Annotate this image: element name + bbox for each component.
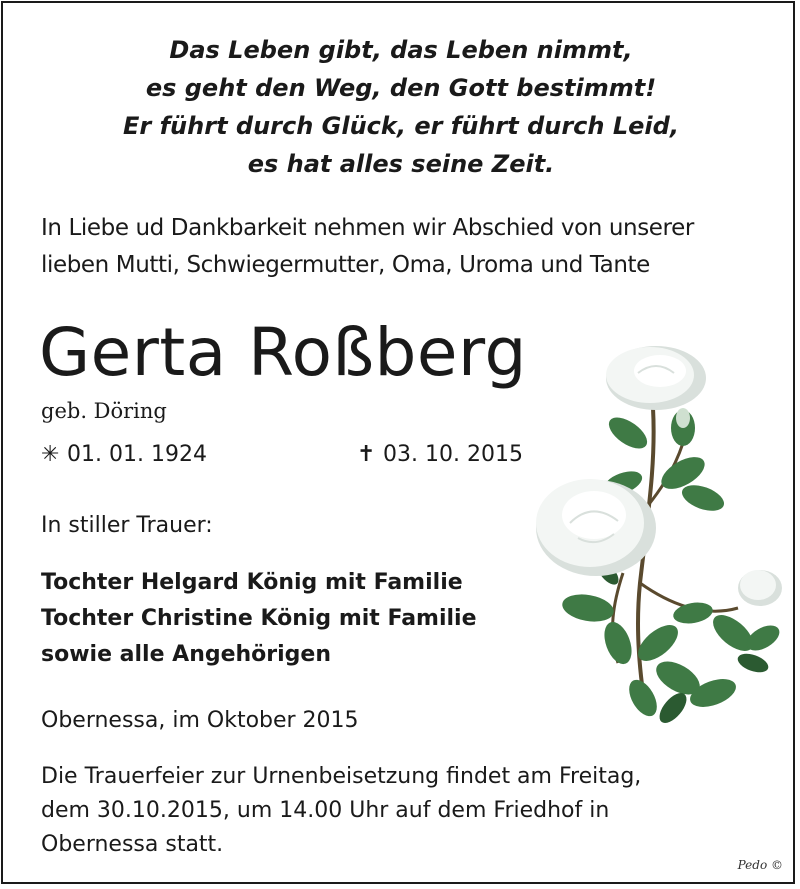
funeral-line: Die Trauerfeier zur Urnenbeisetzung findet am Freitag, bbox=[41, 764, 642, 789]
mourner-entry: Tochter Helgard König mit Familie bbox=[41, 570, 463, 595]
poem bbox=[3, 31, 799, 183]
funeral-line: Obernessa statt. bbox=[41, 832, 224, 857]
poem-line: Das Leben gibt, das Leben nimmt, bbox=[169, 36, 633, 64]
poem-line: Er führt durch Glück, er führt durch Leid, bbox=[123, 112, 679, 140]
death-date: 03. 10. 2015 bbox=[383, 442, 523, 467]
intro-text bbox=[41, 210, 781, 284]
white-roses-icon bbox=[528, 333, 793, 733]
funeral-notice bbox=[41, 760, 759, 862]
birth-star-icon: ✳ bbox=[41, 442, 60, 467]
birth-date-group bbox=[41, 439, 207, 471]
birth-date: 01. 01. 1924 bbox=[67, 442, 207, 467]
deceased-name: Gerta Roßberg bbox=[39, 314, 527, 391]
funeral-line: dem 30.10.2015, um 14.00 Uhr auf dem Friedhof in bbox=[41, 798, 610, 823]
place-date: Obernessa, im Oktober 2015 bbox=[41, 708, 359, 733]
poem-line: es geht den Weg, den Gott bestimmt! bbox=[145, 74, 657, 102]
cross-icon: ✝ bbox=[357, 442, 376, 467]
image-credit: Pedo © bbox=[737, 858, 783, 872]
intro-line: lieben Mutti, Schwiegermutter, Oma, Uroma und Tante bbox=[41, 252, 650, 278]
mourner-entry: sowie alle Angehörigen bbox=[41, 642, 332, 667]
intro-line: In Liebe ud Dankbarkeit nehmen wir Abschied von unserer bbox=[41, 215, 694, 241]
obituary-card bbox=[1, 1, 795, 884]
mourner-entry: Tochter Christine König mit Familie bbox=[41, 606, 477, 631]
birth-name: geb. Döring bbox=[41, 399, 167, 423]
death-date-group bbox=[357, 439, 523, 471]
mourners-list bbox=[41, 565, 477, 673]
poem-line: es hat alles seine Zeit. bbox=[247, 150, 555, 178]
mourning-heading: In stiller Trauer: bbox=[41, 513, 213, 538]
